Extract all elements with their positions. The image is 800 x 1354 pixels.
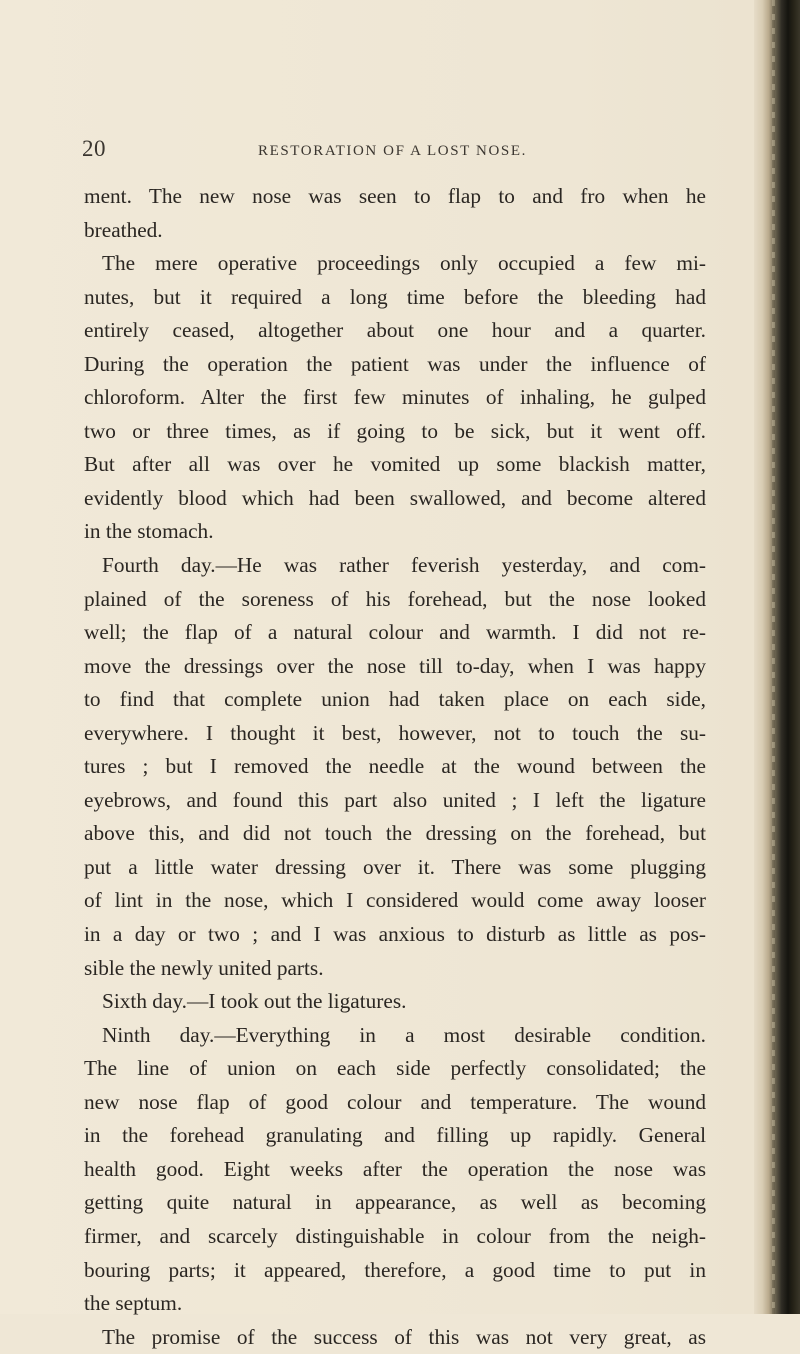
text-line: in the stomach.	[84, 519, 214, 544]
text-line: chloroform. Alter the first few minutes of inhaling, he gulped	[84, 385, 706, 410]
text-line: two or three times, as if going to be sick, but it went off.	[84, 418, 706, 443]
text-line: nutes, but it required a long time before the bleeding had	[84, 284, 706, 309]
text-line: But after all was over he vomited up some blackish matter,	[84, 452, 706, 477]
text-line: put a little water dressing over it. There was some plugging	[84, 854, 706, 879]
text-line: everywhere. I thought it best, however, not to touch the su-	[84, 720, 706, 745]
text-line: firmer, and scarcely distinguishable in colour from the neigh-	[84, 1223, 706, 1248]
text-line: in a day or two ; and I was anxious to disturb as little as pos-	[84, 922, 706, 947]
text-line: breathed.	[84, 217, 163, 242]
text-line: During the operation the patient was under the influence of	[84, 351, 706, 376]
text-line: evidently blood which had been swallowed, and become altered	[84, 485, 706, 510]
text-line: entirely ceased, altogether about one hour and a quarter.	[84, 318, 706, 343]
text-line: eyebrows, and found this part also united ; I left the ligature	[84, 787, 706, 812]
text-line: of lint in the nose, which I considered would come away looser	[84, 888, 706, 913]
text-line: Sixth day.—I took out the ligatures.	[102, 989, 407, 1014]
text-line: bouring parts; it appeared, therefore, a good time to put in	[84, 1257, 706, 1282]
text-line: ment. The new nose was seen to flap to and fro when he	[84, 184, 706, 208]
text-line: the septum.	[84, 1291, 183, 1316]
text-line: above this, and did not touch the dressing on the forehead, but	[84, 821, 706, 846]
text-line: new nose flap of good colour and temperature. The wound	[84, 1089, 706, 1114]
text-line: Ninth day.—Everything in a most desirable condition.	[102, 1022, 706, 1047]
running-head: RESTORATION OF A LOST NOSE.	[258, 143, 527, 159]
page-number: 20	[82, 136, 106, 161]
text-line: move the dressings over the nose till to-day, when I was happy	[84, 653, 706, 678]
text-line: to find that complete union had taken place on each side,	[84, 687, 706, 712]
text-line: The line of union on each side perfectly consolidated; the	[84, 1056, 706, 1081]
text-line: plained of the soreness of his forehead, but the nose looked	[84, 586, 706, 611]
text-line: well; the flap of a natural colour and warmth. I did not re-	[84, 620, 706, 645]
book-binding-edge	[754, 0, 800, 1314]
text-line: Fourth day.—He was rather feverish yesterday, and com-	[102, 553, 706, 578]
text-line: sible the newly united parts.	[84, 955, 324, 980]
text-line: getting quite natural in appearance, as well as becoming	[84, 1190, 706, 1215]
body-text	[84, 180, 706, 1354]
text-line: The promise of the success of this was not very great, as	[102, 1324, 706, 1349]
text-line: health good. Eight weeks after the operation the nose was	[84, 1156, 706, 1181]
text-line: tures ; but I removed the needle at the wound between the	[84, 754, 706, 779]
text-line: The mere operative proceedings only occupied a few mi-	[102, 251, 706, 276]
text-line: in the forehead granulating and filling up rapidly. General	[84, 1123, 706, 1148]
